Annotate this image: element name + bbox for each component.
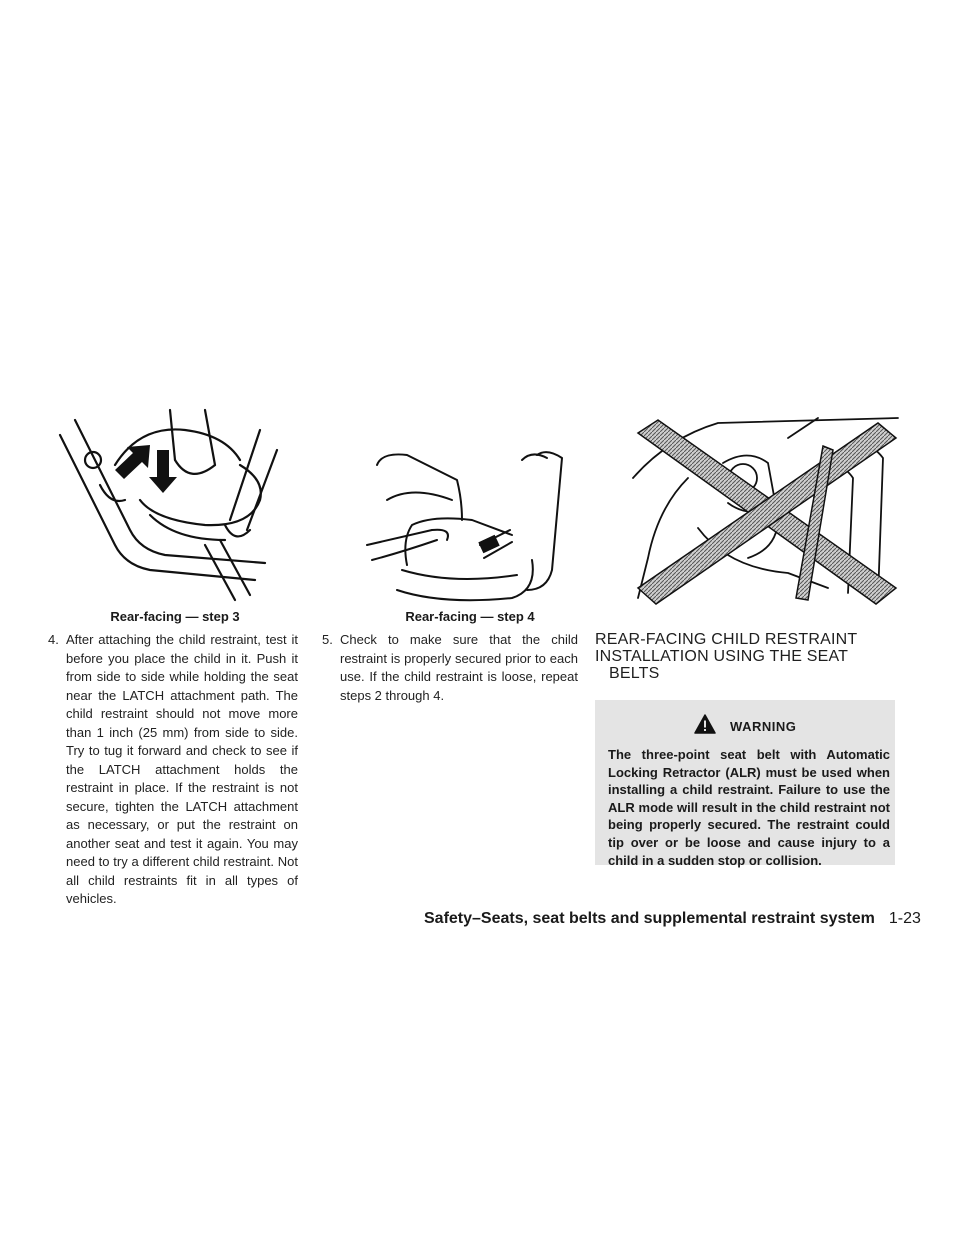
step-5	[322, 631, 578, 705]
section-heading-line-1: REAR-FACING CHILD RESTRAINT	[595, 631, 858, 648]
page-footer	[424, 910, 921, 928]
illustration-step-4	[362, 440, 587, 610]
step-text: After attaching the child restraint, test it before you place the child in it. Push it from side to side while holding the seat near the LATCH attachment path. The child restraint should not move more than 1 inch (25 mm) from side to side. Try to tug it forward and check to see if the LATCH attachment holds the restraint in place. If the restraint is not secure, tighten the LATCH attachment as necessary, or put the restraint on another seat and test it again. You may need to try a different child restraint. Not all child restraints fit in all types of vehicles.	[66, 632, 298, 906]
section-heading-line-3: BELTS	[609, 665, 660, 682]
warning-label: WARNING	[730, 719, 797, 734]
warning-triangle-icon	[694, 714, 716, 739]
push-arrow-down-icon	[149, 450, 177, 493]
warning-text: The three-point seat belt with Automatic Locking Retractor (ALR) must be used when installing a child restraint. Failure to use the ALR mode will result in the child restraint not being properly secured. The restraint could tip over or be loose and cause injury to a child in a sudden stop or collision.	[608, 747, 890, 868]
section-heading-line-2: INSTALLATION USING THE SEAT	[595, 648, 849, 665]
warning-box	[595, 700, 895, 868]
illustration-crossed-out	[628, 408, 903, 610]
figure-caption-step-3: Rear-facing — step 3	[110, 609, 240, 624]
warning-header	[595, 714, 895, 739]
footer-page-number: 1-23	[888, 910, 921, 927]
step-4	[48, 631, 298, 909]
figure-caption-step-4: Rear-facing — step 4	[405, 609, 535, 624]
figure-incorrect-installation	[628, 408, 903, 610]
step-number: 4.	[48, 632, 59, 647]
footer-chapter-title: Safety–Seats, seat belts and supplemental restraint system	[424, 910, 875, 927]
step-text: Check to make sure that the child restraint is properly secured prior to each use. If the child restraint is loose, repeat steps 2 through 4.	[340, 632, 578, 703]
figure-rear-facing-step-4	[362, 440, 587, 610]
figure-rear-facing-step-3	[55, 405, 280, 605]
step-number: 5.	[322, 632, 333, 647]
illustration-step-3	[55, 405, 280, 605]
section-heading	[595, 631, 895, 682]
push-arrow-left-icon	[115, 445, 150, 479]
